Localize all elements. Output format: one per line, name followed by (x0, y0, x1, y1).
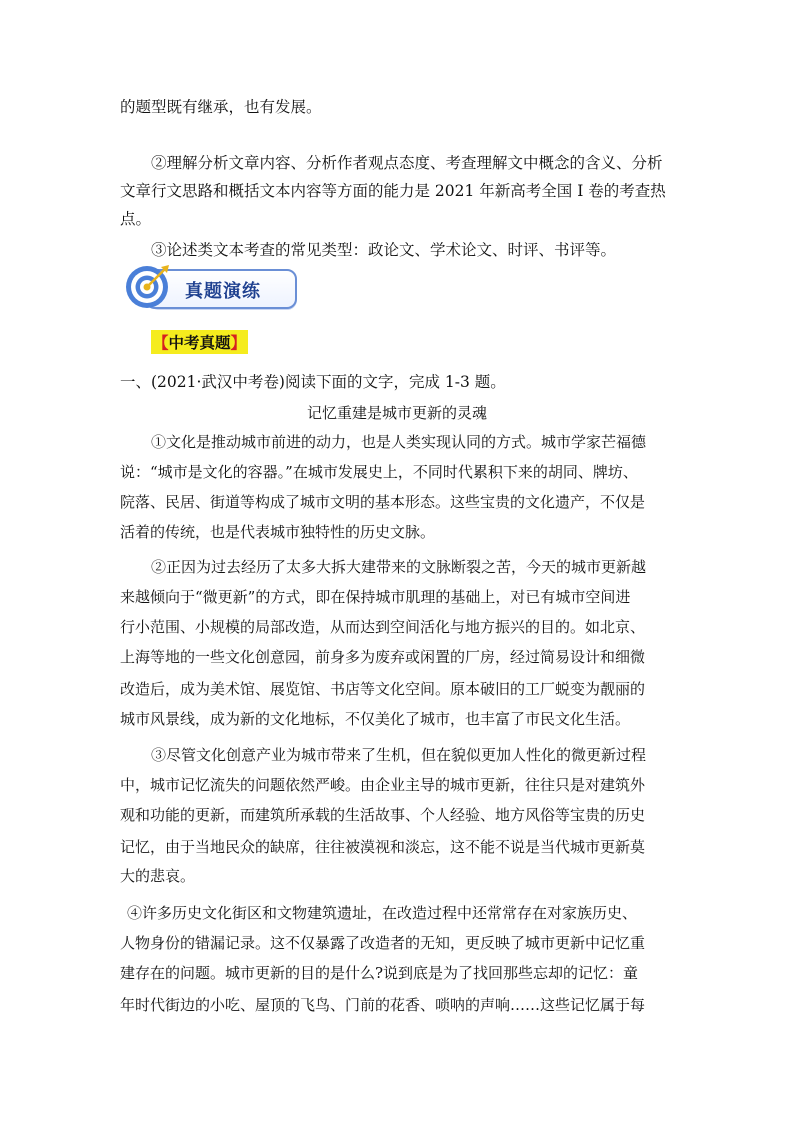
article-line: 人物身份的错漏记录。这不仅暴露了改造者的无知，更反映了城市更新中记忆重 (120, 934, 646, 952)
article-title: 记忆重建是城市更新的灵魂 (306, 404, 487, 422)
article-line: 来越倾向于“微更新”的方式，即在保持城市肌理的基础上，对已有城市空间进 (120, 588, 631, 606)
intro-paragraph-2-line-2: 文章行文思路和概括文本内容等方面的能力是 2021 年新高考全国 I 卷的考查热 (120, 182, 666, 200)
intro-line-1: 的题型既有继承，也有发展。 (120, 98, 322, 116)
article-line: 观和功能的更新，而建筑所承载的生活故事、个人经验、地方风俗等宝贵的历史 (120, 806, 646, 824)
question-line: 一、(2021·武汉中考卷)阅读下面的文字，完成 1-3 题。 (120, 373, 506, 391)
tag-open-bracket: 【 (153, 334, 169, 352)
intro-paragraph-3: ③论述类文本考查的常见类型：政论文、学术论文、时评、书评等。 (151, 241, 617, 259)
article-line: ④许多历史文化街区和文物建筑遗址，在改造过程中还常常存在对家族历史、 (127, 904, 638, 922)
intro-paragraph-2-line-3: 点。 (120, 210, 152, 228)
article-line: 改造后，成为美术馆、展览馆、书店等文化空间。原本破旧的工厂蜕变为靓丽的 (120, 680, 646, 698)
tag-text: 中考真题 (168, 334, 231, 352)
tag-close-bracket: 】 (230, 334, 247, 352)
article-line: ①文化是推动城市前进的动力，也是人类实现认同的方式。城市学家芒福德 (151, 433, 647, 451)
article-line: 说：“城市是文化的容器。”在城市发展史上，不同时代累积下来的胡同、牌坊、 (120, 463, 638, 481)
article-line: 行小范围、小规模的局部改造，从而达到空间活化与地方振兴的目的。如北京、 (120, 618, 646, 636)
article-line: 年时代街边的小吃、屋顶的飞鸟、门前的花香、唢呐的声响……这些记忆属于每 (120, 996, 646, 1014)
article-line: 活着的传统，也是代表城市独特性的历史文脉。 (120, 523, 436, 541)
article-line: 院落、民居、街道等构成了城市文明的基本形态。这些宝贵的文化遗产，不仅是 (120, 493, 646, 511)
article-line: 大的悲哀。 (120, 867, 196, 885)
banner-title: 真题演练 (185, 281, 261, 302)
article-line: 城市风景线，成为新的文化地标，不仅美化了城市，也丰富了市民文化生活。 (120, 710, 631, 728)
section-banner (123, 263, 297, 313)
intro-paragraph-2-line-1: ②理解分析文章内容、分析作者观点态度、考查理解文中概念的含义、分析 (151, 154, 663, 172)
target-arrow-icon (123, 263, 171, 311)
article-line: ②正因为过去经历了太多大拆大建带来的文脉断裂之苦，今天的城市更新越 (151, 558, 647, 576)
exam-tag (151, 330, 248, 354)
article-line: ③尽管文化创意产业为城市带来了生机，但在貌似更加人性化的微更新过程 (151, 746, 647, 764)
article-line: 上海等地的一些文化创意园，前身多为废弃或闲置的厂房，经过简易设计和细微 (120, 648, 646, 666)
article-line: 建存在的问题。城市更新的目的是什么?说到底是为了找回那些忘却的记忆：童 (120, 964, 639, 982)
article-line: 中，城市记忆流失的问题依然严峻。由企业主导的城市更新，往往只是对建筑外 (120, 776, 646, 794)
article-line: 记忆，由于当地民众的缺席，往往被漠视和淡忘，这不能不说是当代城市更新莫 (120, 838, 646, 856)
